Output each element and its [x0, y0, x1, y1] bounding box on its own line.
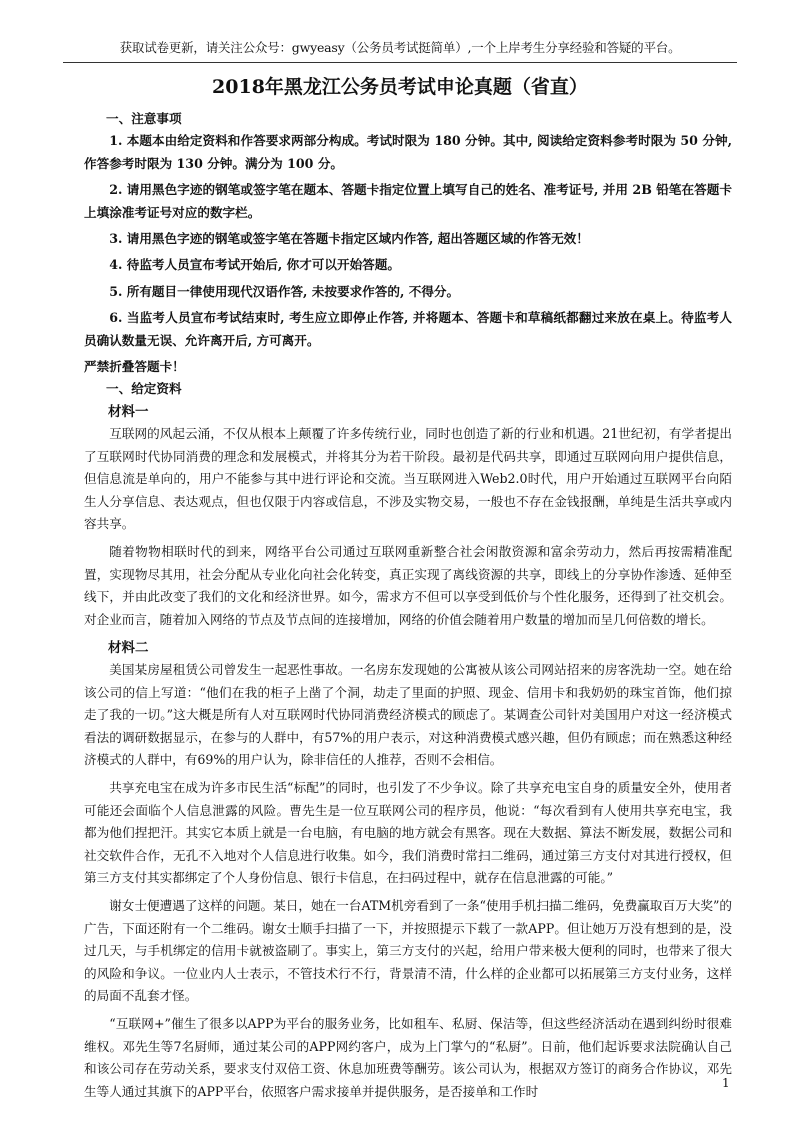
note-item: 3. 请用黑色字迹的钢笔或签字笔在答题卡指定区域内作答, 超出答题区域的作答无效！	[109, 231, 589, 247]
section-heading-materials: 一、给定资料	[106, 381, 182, 397]
notes-list	[84, 130, 732, 352]
paragraph: 互联网的风起云涌，不仅从根本上颠覆了许多传统行业，同时也创造了新的行业和机遇。21世纪初，有学者提出了互联网时代协同消费的理念和发展模式，并将其分为若干阶段。最初是代码共享，即通过互联网向用户提供信息，但信息流是单向的，用户不能参与其中进行评论和交流。当互联网进入Web2.0时代，用户开始通过互联网平台向陌生人分享信息、表达观点，但也仅限于内容或信息，不涉及实物交易，一般也不存在金钱报酬，单纯是生活共享或内容共享。	[84, 426, 732, 531]
material-one-title: 材料一	[108, 403, 149, 420]
paragraph: 随着物物相联时代的到来，网络平台公司通过互联网重新整合社会闲散资源和富余劳动力，然后再按需精准配置，实现物尽其用，社会分配从专业化向社会化转变，真正实现了离线资源的共享，即线上的分享协作渗透、延伸至线下，并由此改变了我们的文化和经济世界。如今，需求方不但可以享受到低价与个性化服务，还得到了社交机会。对企业而言，随着加入网络的节点及节点间的连接增加，网络的价值会随着用户数量的增加而呈几何倍数的增长。	[84, 544, 732, 627]
header-divider	[63, 62, 737, 63]
paragraph: 谢女士便遭遇了这样的问题。某日，她在一台ATM机旁看到了一条“使用手机扫描二维码，免费赢取百万大奖”的广告，下面还附有一个二维码。谢女士顺手扫描了一下，并按照提示下载了一款APP。但让她万万没有想到的是，没过几天，与手机绑定的信用卡就被盗刷了。事实上，第三方支付的兴起，给用户带来极大便利的同时，也带来了很大的风险和争议。一位业内人士表示，不管技术行不行，背景清不清，什么样的企业都可以拓展第三方支付业务，这样的局面不乱套才怪。	[84, 898, 732, 1004]
note-item: 1. 本题本由给定资料和作答要求两部分构成。考试时限为 180 分钟。其中, 阅读给定资料参考时限为 50 分钟, 作答参考时限为 130 分钟。满分为 100 分。	[84, 133, 732, 171]
note-item: 4. 待监考人员宣布考试开始后, 你才可以开始答题。	[109, 257, 400, 273]
material-one-body	[84, 423, 732, 631]
material-two-body	[84, 659, 732, 1103]
material-two-title: 材料二	[108, 639, 149, 656]
paragraph: “互联网+”催生了很多以APP为平台的服务业务，比如租车、私厨、保洁等，但这些经济活动在遇到纠纷时很难维权。邓先生等7名厨师，通过某公司的APP网约客户，成为上门掌勺的“私厨”。日前，他们起诉要求法院确认自己和该公司存在劳动关系，要求支付双倍工资、休息加班费等酬劳。该公司认为，根据双方签订的商务合作协议，邓先生等人通过其旗下的APP平台，依照客户需求接单并提供服务，是否接单和工作时	[84, 1016, 732, 1099]
note-item: 2. 请用黑色字迹的钢笔或签字笔在题本、答题卡指定位置上填写自己的姓名、准考证号, 并用 2B 铅笔在答题卡上填涂准考证号对应的数字栏。	[84, 182, 732, 220]
warning-text: 严禁折叠答题卡！	[84, 359, 185, 375]
page-title: 2018年黑龙江公务员考试申论真题（省直）	[212, 76, 588, 98]
section-heading-notes: 一、注意事项	[106, 111, 182, 126]
document-body	[84, 108, 732, 1109]
note-item: 5. 所有题目一律使用现代汉语作答, 未按要求作答的, 不得分。	[109, 283, 460, 299]
paragraph: 共享充电宝在成为许多市民生活“标配”的同时，也引发了不少争议。除了共享充电宝自身的质量安全外，使用者可能还会面临个人信息泄露的风险。曹先生是一位互联网公司的程序员，他说：“每次看到有人使用共享充电宝，我都为他们捏把汗。其实它本质上就是一台电脑，有电脑的地方就会有黑客。现在大数据、算法不断发展，数据公司和社交软件合作，无孔不入地对个人信息进行收集。如今，我们消费时常扫二维码，通过第三方支付对其进行授权，但第三方支付其实都绑定了个人身份信息、银行卡信息，在扫码过程中，就存在信息泄露的可能。”	[84, 780, 732, 885]
header-notice: 获取试卷更新，请关注公众号：gwyeasy（公务员考试挺简单）,一个上岸考生分享经验和答疑的平台。	[119, 40, 681, 55]
note-item: 6. 当监考人员宣布考试结束时, 考生应立即停止作答, 并将题本、答题卡和草稿纸都翻过来放在桌上。待监考人员确认数量无误、允许离开后, 方可离开。	[84, 310, 732, 348]
page-number: 1	[722, 1076, 730, 1090]
paragraph: 美国某房屋租赁公司曾发生一起恶性事故。一名房东发现她的公寓被从该公司网站招来的房客洗劫一空。她在给该公司的信上写道：“他们在我的柜子上凿了个洞，劫走了里面的护照、现金、信用卡和我奶奶的珠宝首饰，他们掠走了我的一切。”这大概是所有人对互联网时代协同消费经济模式的顾虑了。某调查公司针对美国用户对这一经济模式看法的调研数据显示，在参与的人群中，有57%的用户表示，对这种消费模式感兴趣，但仍有顾虑；而在熟悉这种经济模式的人群中，有69%的用户认为，除非信任的人推荐，否则不会相信。	[84, 662, 732, 767]
